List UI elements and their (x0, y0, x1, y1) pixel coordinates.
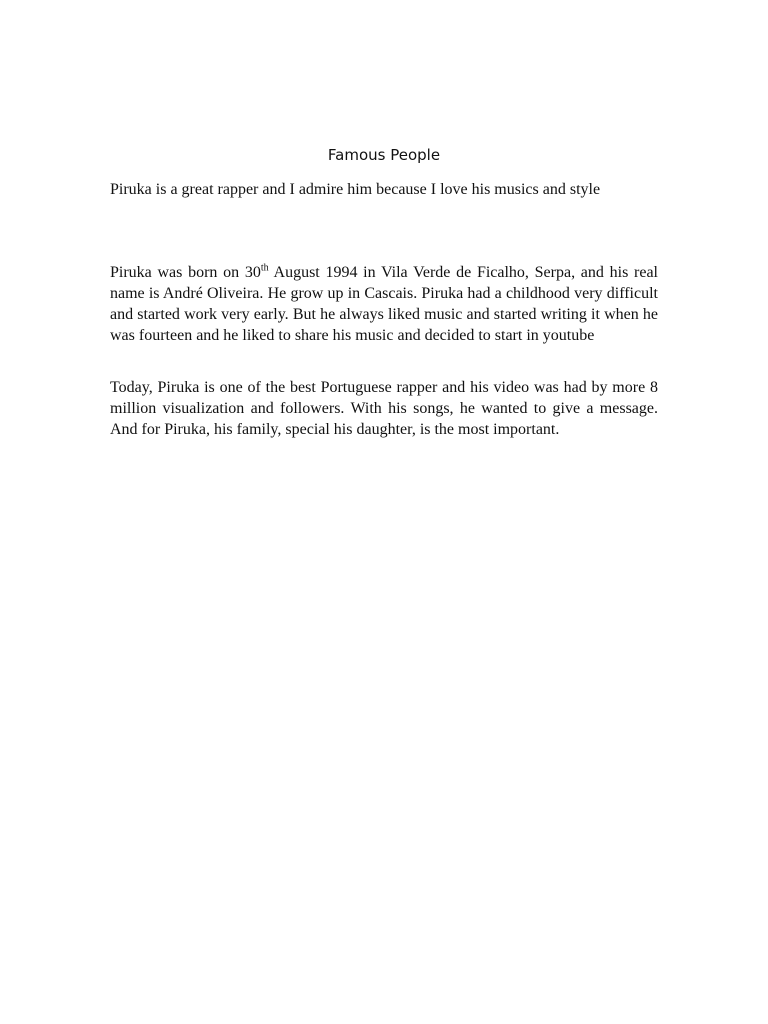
paragraph-biography (110, 262, 658, 346)
paragraph-today: Today, Piruka is one of the best Portuguese rapper and his video was had by more 8 million visualization and followers. With his songs, he wanted to give a message. And for Piruka, his family, special his daughter, is the most important. (110, 379, 658, 438)
paragraph-intro: Piruka is a great rapper and I admire him because I love his musics and style (110, 181, 601, 198)
page-title: Famous People (327, 146, 441, 164)
paragraph-biography-part-2: August 1994 in Vila Verde de Ficalho, Serpa, and his real name is André Oliveira. He grow up in Cascais. Piruka had a childhood very difficult and started work very early. But he always liked music and started writing it when he was fourteen and he liked to share his music and decided to start in youtube (110, 264, 659, 344)
paragraph-biography-part-1: Piruka was born on 30 (110, 264, 261, 281)
ordinal-suffix: th (260, 262, 269, 274)
